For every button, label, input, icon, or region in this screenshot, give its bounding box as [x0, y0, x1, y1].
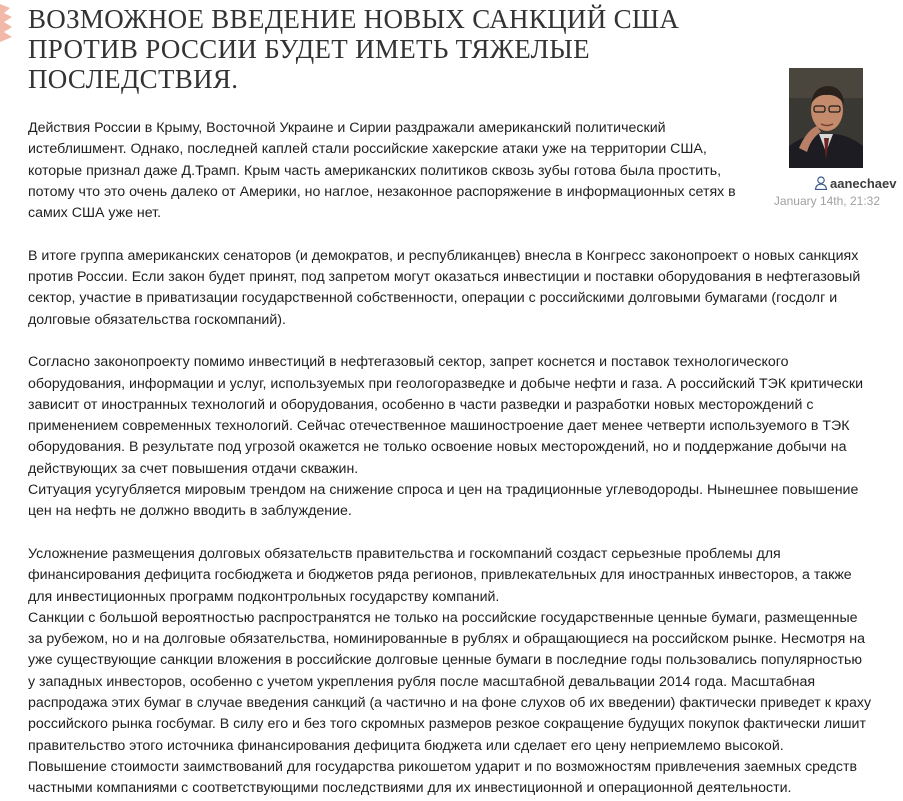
paragraph-spacer — [28, 523, 873, 544]
post-date: January 14th, 21:32 — [773, 194, 880, 208]
body-paragraph: Действия России в Крыму, Восточной Украине и Сирии раздражали американский политический истеблишмент. Однако, последней каплей стали российские хакерские атаки уже на территории США, которые признал даже Д.Трамп. Крым часть американских политиков сквозь зубы готова была простить, потому что это очень далеко от Америки, но наглое, незаконное распоряжение в информационных сетях в самих США уже нет. — [28, 120, 736, 222]
author-name-link[interactable]: aanechaev — [830, 175, 897, 191]
paragraph-spacer — [28, 224, 873, 245]
post-body — [28, 118, 873, 800]
paragraph-spacer — [28, 331, 873, 352]
post-title: ВОЗМОЖНОЕ ВВЕДЕНИЕ НОВЫХ САНКЦИЙ США ПРОТИВ РОССИИ БУДЕТ ИМЕТЬ ТЯЖЕЛЫЕ ПОСЛЕДСТВИЯ. — [28, 4, 680, 94]
body-paragraph: Повышение стоимости заимствований для государства рикошетом ударит и по возможностям привлечения заемных средств частными компаниями с соответствующими последствиями для их инвестиционной и операционной деятельности. — [28, 758, 858, 797]
body-paragraph: Ситуация усугубляется мировым трендом на снижение спроса и цен на традиционные углеводороды. Нынешнее повышение цен на нефть не должно вводить в заблуждение. — [28, 482, 859, 520]
body-paragraph: Усложнение размещения долговых обязательств правительства и госкомпаний создаст серьезные проблемы для финансирования дефицита госбюджета и бюджетов ряда регионов, привлекательных для иностранных инвесторов, а также для инвестиционных программ подконтрольных государству компаний. — [28, 545, 852, 605]
body-paragraph: Санкции с большой вероятностью распространятся не только на российские государственные ценные бумаги, размещенные за рубежом, но и на долговые обязательства, номинированные в рублях и обращающиеся на российском рынке. Несмотря на уже существующие санкции вложения в российские долговые ценные бумаги в последние годы пользовались популярностью у западных инвесторов, особенно с учетом укрепления рубля после масштабной девальвации 2014 года. Масштабная распродажа этих бумаг в случае введения санкций (а частично и на фоне слухов об их введении) фактически приведет к краху российского рынка госбумаг. В силу его и без того скромных размеров резкое сокращение будущих покупок фактически лишит правительство этого источника финансирования дефицита бюджета или сделает его цену неприемлемо высокой. — [28, 609, 872, 754]
body-paragraph: В итоге группа американских сенаторов (и демократов, и республиканцев) внесла в Конгресс законопроект о новых санкциях против России. Если закон будет принят, под запретом могут оказаться инвестиции и поставки оборудования в нефтегазовый сектор, участие в приватизации государственной собственности, операции с российскими долговыми бумагами (госдолг и долговые обязательства госкомпаний). — [28, 247, 861, 328]
body-paragraph: Согласно законопроекту помимо инвестиций в нефтегазовый сектор, запрет коснется и поставок технологического оборудования, информации и услуг, используемых при геологоразведке и добыче нефти и газа. А российский ТЭК критически зависит от иностранных технологий и оборудования, особенно в части разведки и разработки новых месторождений с применением современных технологий. Сейчас отечественное машиностроение дает менее четверти используемого в ТЭК оборудования. В результате под угрозой окажется не только освоение новых месторождений, но и поддержание добычи на действующих за счет повышения отдачи скважин. — [28, 354, 864, 477]
corner-decoration — [0, 4, 14, 42]
